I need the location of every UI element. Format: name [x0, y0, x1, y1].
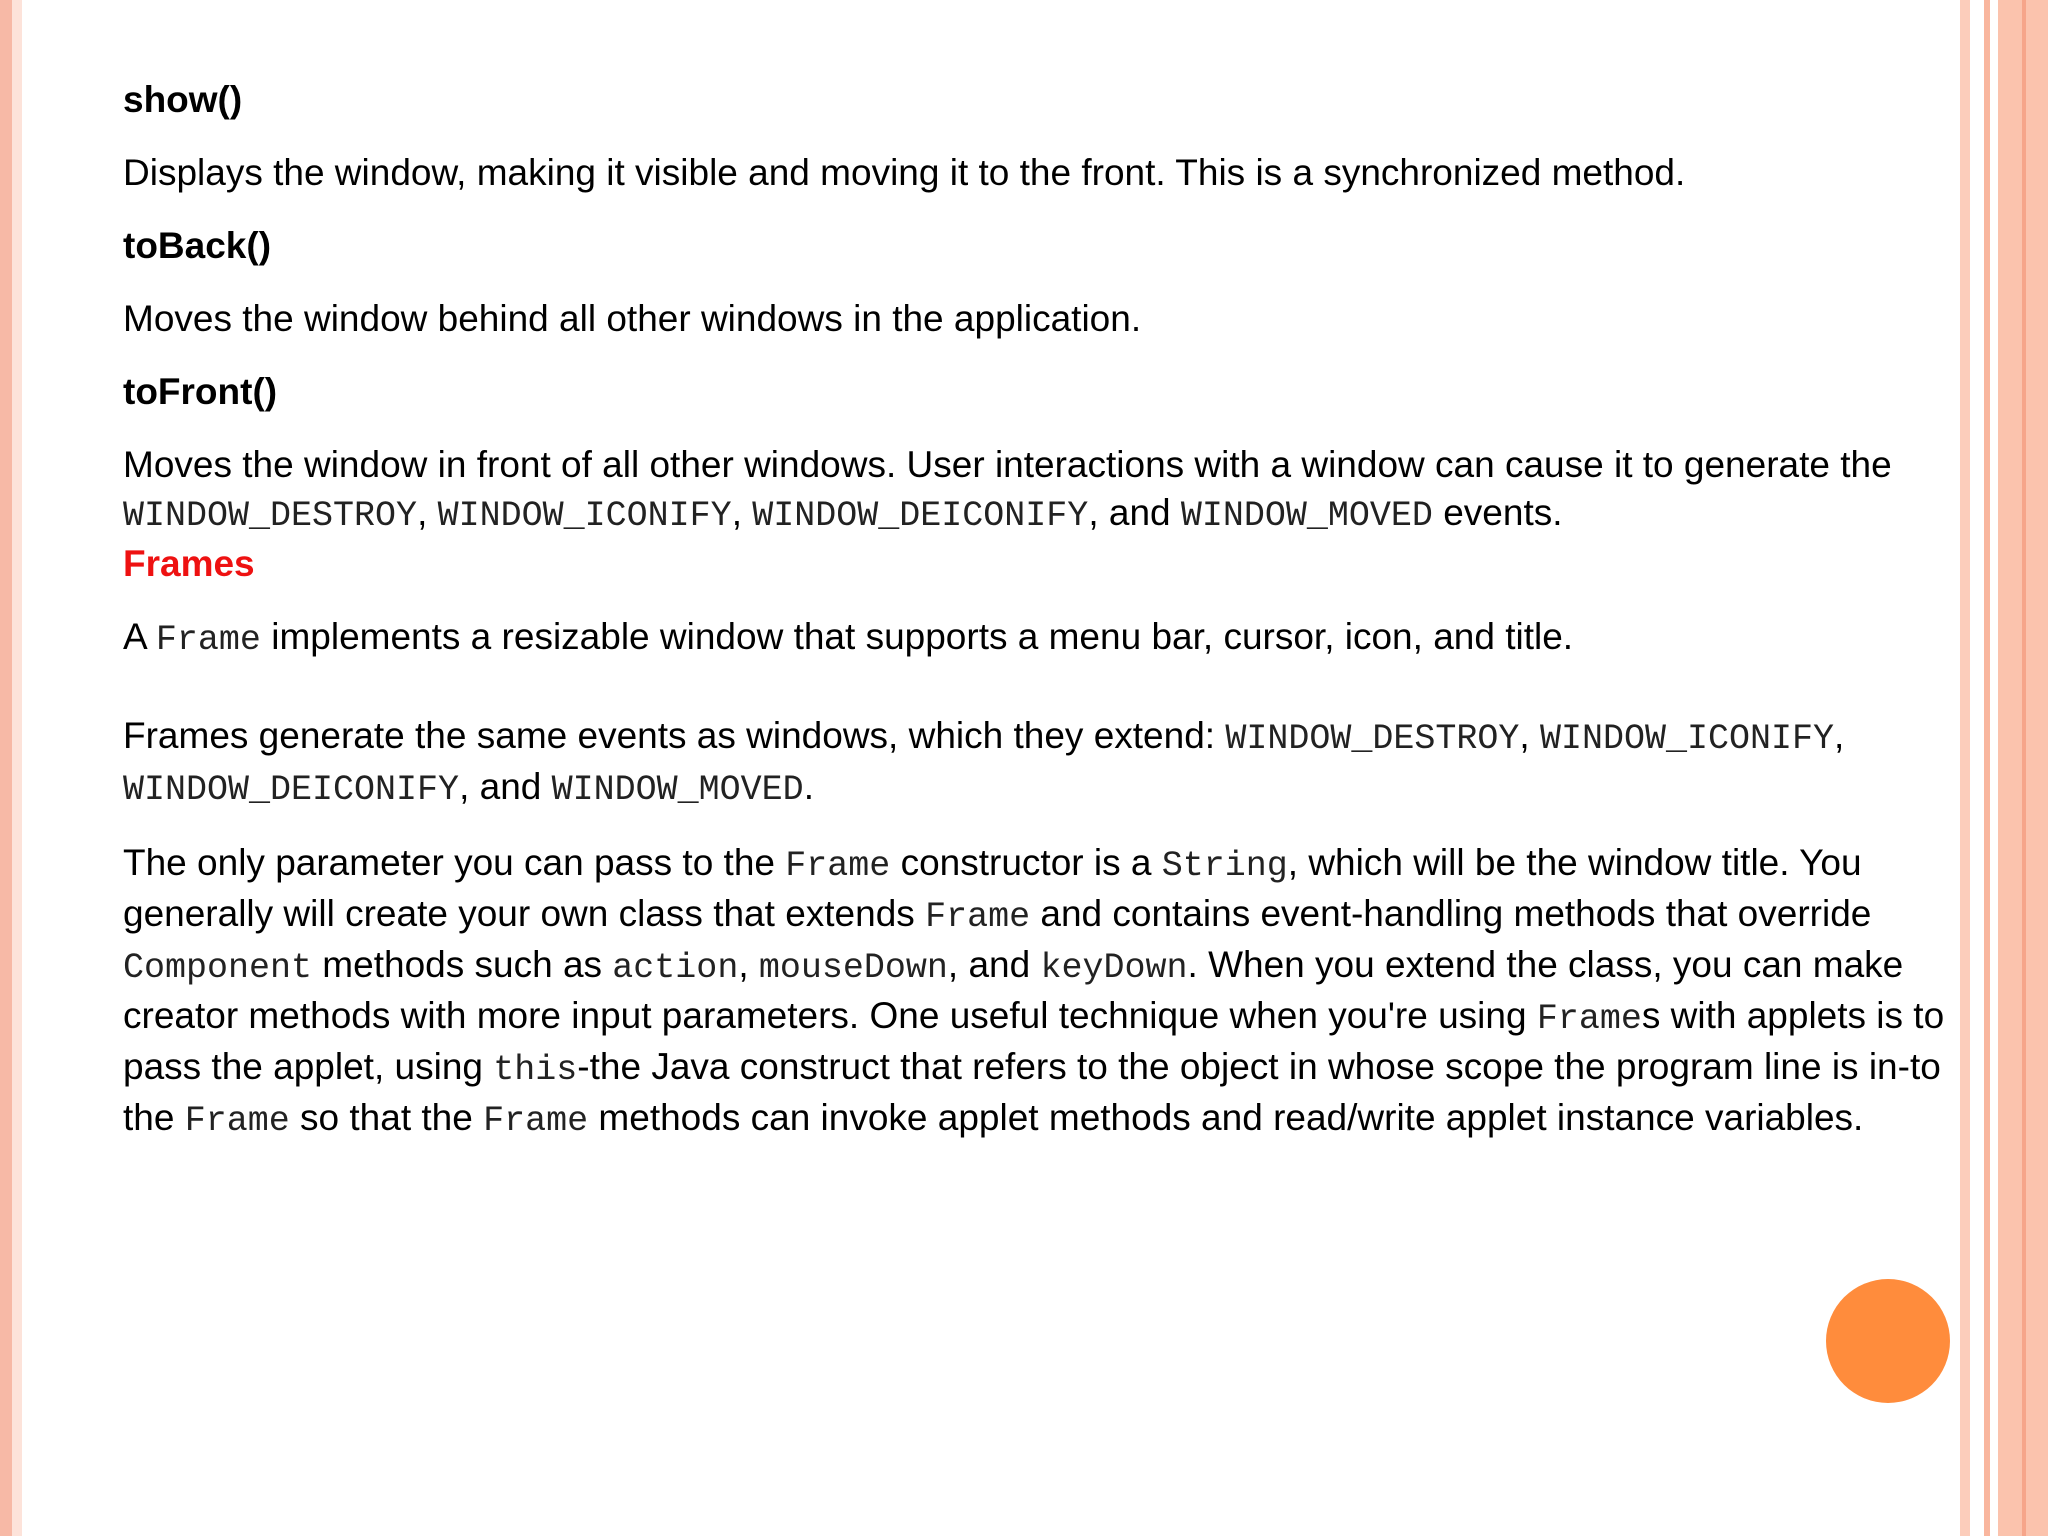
text-run: , and [947, 944, 1041, 985]
code-run: WINDOW_ICONIFY [1539, 719, 1835, 759]
text-run: Frames generate the same events as windows, which they extend: [123, 715, 1226, 756]
code-run: String [1161, 846, 1288, 886]
code-run: Frame [155, 620, 261, 660]
paragraph-spacer [123, 664, 1973, 712]
text-run: , [1519, 715, 1540, 756]
code-run: mouseDown [758, 948, 948, 988]
slide-border-left-inner [12, 0, 22, 1536]
text-run: s with applets is to pass the applet, using [123, 995, 1945, 1087]
text-run: , and [459, 766, 552, 807]
code-run: WINDOW_ICONIFY [437, 496, 732, 536]
text-run: methods such as [312, 944, 613, 985]
text-run: A [123, 616, 156, 657]
text-run: -the Java construct that refers to the object in whose scope the program line is in-to the [123, 1046, 1941, 1138]
code-run: WINDOW_DESTROY [123, 496, 418, 536]
code-run: keyDown [1040, 948, 1188, 988]
frames-events [123, 712, 1973, 814]
text-run: . When you extend the class, you can make creator methods with more input parameters. One useful technique when you're using [123, 944, 1904, 1036]
code-run: WINDOW_MOVED [1180, 496, 1433, 536]
text-run: implements a resizable window that supports a menu bar, cursor, icon, and title. [260, 616, 1574, 657]
code-run: WINDOW_MOVED [551, 770, 804, 810]
code-run: this [493, 1050, 578, 1090]
code-run: WINDOW_DESTROY [1225, 719, 1520, 759]
text-run: , [417, 492, 438, 533]
text-run: Moves the window in front of all other windows. User interactions with a window can cause it to generate the [123, 444, 1892, 485]
code-run: Frame [184, 1101, 290, 1141]
text-run: , [738, 944, 759, 985]
slide-content [123, 76, 1973, 1145]
section-heading-frames: Frames [123, 543, 255, 584]
code-run: Frame [925, 897, 1031, 937]
text-run: methods can invoke applet methods and read/write applet instance variables. [588, 1097, 1864, 1138]
decorative-orange-circle [1826, 1279, 1950, 1403]
method-desc-tofront [123, 441, 1973, 540]
text-run: . [803, 766, 814, 807]
slide-border-right-line [2022, 0, 2026, 1536]
code-run: action [612, 948, 739, 988]
code-run: Component [123, 948, 313, 988]
code-run: WINDOW_DEICONIFY [752, 496, 1089, 536]
code-run: Frame [483, 1101, 589, 1141]
code-run: WINDOW_DEICONIFY [123, 770, 460, 810]
method-heading-tofront: toFront() [123, 371, 278, 412]
text-run: , [731, 492, 753, 533]
method-desc-show: Displays the window, making it visible and moving it to the front. This is a synchronized method. [123, 152, 1686, 193]
text-run: The only parameter you can pass to the [123, 842, 786, 883]
text-run: , and [1088, 492, 1181, 533]
slide-border-right-gap [1990, 0, 1998, 1536]
code-run: Frame [785, 846, 891, 886]
text-run: and contains event-handling methods that override [1030, 893, 1872, 934]
method-heading-show: show() [123, 79, 243, 120]
text-run: constructor is a [890, 842, 1162, 883]
text-run: events. [1432, 492, 1563, 533]
code-run: Frame [1536, 999, 1642, 1039]
text-run: , which will be the window title. You generally will create your own class that extends [123, 842, 1862, 934]
slide-border-left [0, 0, 12, 1536]
frame-constructor-paragraph [123, 839, 1973, 1145]
method-heading-toback: toBack() [123, 225, 272, 266]
text-run: , [1834, 715, 1845, 756]
text-run: so that the [289, 1097, 484, 1138]
method-desc-toback: Moves the window behind all other windows in the application. [123, 298, 1142, 339]
frame-intro [123, 613, 1973, 664]
